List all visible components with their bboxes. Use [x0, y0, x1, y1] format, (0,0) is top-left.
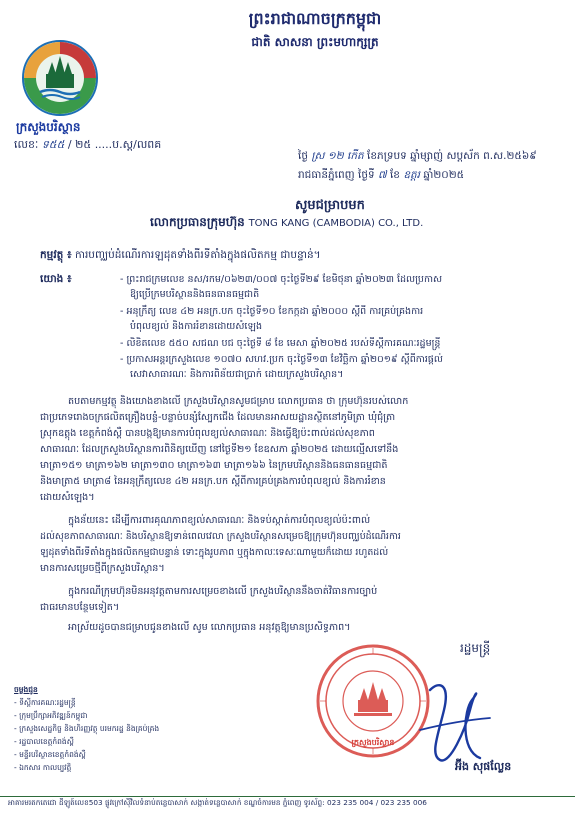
cc-item: - ទីស្ដីការគណៈរដ្ឋមន្ត្រី — [14, 698, 76, 707]
reference-item: ឱ្យប្រើក្រមបរិស្ថាននិងធនធានធម្មជាតិ — [130, 289, 260, 300]
cc-list — [14, 683, 159, 774]
reference-item: សេវាសាធារណៈ និងការពិន័យជាប្រាក់ ដោយក្រសួងបរិស្ថាន។ — [130, 369, 344, 380]
cc-item: - ក្រុមប្រឹក្សាអភិវឌ្ឍន៍កម្ពុជា — [14, 711, 88, 720]
body-line: មាត្រា១៥១ មាត្រា១៦២ មាត្រា១៣០ មាត្រា១៦៣ មាត្រា១៦៦ នៃក្រមបរិស្ថាននិងធនធានធម្មជាតិ — [40, 460, 388, 471]
reference-item: បំពុលខ្យល់ និងការរំខានដោយសំឡេង — [130, 321, 263, 332]
solar-month: ឧត្តរ — [403, 169, 420, 181]
cc-item: - មន្ទីរបរិស្ថានខេត្តកំពង់ស្ពឺ — [14, 750, 86, 759]
reference-item: - ព្រះរាជក្រមលេខ នស/រកម/០៦២៣/០០៧ ចុះថ្ងៃទី២៩ ខែមិថុនា ឆ្នាំ២០២៣ ដែលប្រកាស — [120, 274, 443, 285]
body-paragraph-4: អាស្រ័យដូចបានជម្រាបជូនខាងលើ សូម លោកប្រធាន អនុវត្តឱ្យមានប្រសិទ្ធភាព។ — [68, 622, 351, 633]
reference-item: - លិខិតលេខ ៥៥០ សជណ បជ ចុះថ្ងៃទី ៨ ខែ មេសា ឆ្នាំ២០២៥ របស់ទីស្ដីការគណៈរដ្ឋមន្ត្រី — [120, 338, 441, 349]
body-line: ដល់សុខភាពសាធារណៈ និងបរិស្ថានឱ្យទាន់ពេលវេលា ក្រសួងបរិស្ថានសម្រេចឱ្យក្រុមហ៊ុនបញ្ឈប់ដំណើរការ — [40, 531, 401, 542]
stamp-text: ក្រសួងបរិស្ថាន — [351, 738, 395, 747]
body-line: ក្នុងករណីក្រុមហ៊ុនមិនអនុវត្តតាមការសម្រេចខាងលើ ក្រសួងបរិស្ថាននឹងចាត់វិធានការច្បាប់ — [68, 586, 378, 597]
solar-date — [298, 169, 464, 184]
lunar-date — [298, 150, 537, 165]
body-line: ក្នុងន័យនេះ ដើម្បីការពារគុណភាពខ្យល់សាធារណៈ និងទប់ស្កាត់ការបំពុលខ្យល់ប៉ះពាល់ — [68, 515, 371, 526]
kingdom-title: ព្រះរាជាណាចក្រកម្ពុជា — [248, 9, 382, 28]
cc-item: - រដ្ឋបាលខេត្តកំពង់ស្ពឺ — [14, 737, 74, 746]
subject-label: កម្មវត្ថុ ៖ — [40, 249, 72, 261]
recipient — [150, 214, 423, 232]
footer — [8, 798, 573, 809]
reference-item: - ប្រកាសអន្តរក្រសួងលេខ ១០៧០ សហវ.ប្រក ចុះថ្ងៃទី១៣ ខែវិច្ឆិកា ឆ្នាំ២០១៩ ស្ដីពីការផ្ដល់ — [120, 354, 443, 365]
reference-suffix: / ២៥ .....ប.ស្ត/លពគ — [67, 138, 162, 151]
national-motto: ជាតិ សាសនា ព្រះមហាក្សត្រ — [251, 35, 379, 49]
solar-day: ៧ — [378, 169, 387, 181]
body-line: ឡដុតទាំងពីរទីតាំងក្នុងផលិតកម្មជាបន្ទាន់ ទោះក្នុងរូបភាព ឬក្នុងកាលៈទេសៈណាមួយក៏ដោយ រហូតដល់ — [40, 547, 389, 558]
solar-year: ឆ្នាំ២០២៥ — [423, 169, 465, 181]
ministry-logo — [20, 38, 100, 118]
ministry-name: ក្រសួងបរិស្ថាន — [16, 120, 81, 134]
cc-item: - ក្រសួងសេដ្ឋកិច្ច និងហិរញ្ញវត្ថុ បរមករដ្ឋ និងគ្រប់គ្រង — [14, 724, 160, 733]
signatory-title: រដ្ឋមន្ត្រី — [460, 641, 491, 655]
body-paragraph-2 — [40, 513, 540, 577]
solar-date-prefix: រាជធានីភ្នំពេញ ថ្ងៃទី — [298, 169, 375, 181]
reference-handwritten: ទ៥៥ — [41, 138, 65, 151]
signatory-name: អ៊ីង សុផល្លែន — [455, 760, 512, 773]
handwritten-signature — [410, 670, 500, 770]
reference-label: លេខៈ — [14, 138, 39, 151]
footer-phone: ទូរស័ព្ទ: 023 235 004 / 023 235 006 — [303, 798, 427, 807]
lunar-date-handwritten: ស្រ ១២ កើត — [311, 150, 364, 162]
body-paragraph-1 — [40, 394, 540, 506]
subject-text: ការបញ្ឈប់ដំណើរការឡដុតទាំងពីរទីតាំងក្នុងផលិតកម្ម ជាបន្ទាន់។ — [74, 249, 321, 261]
body-line: តបតាមកម្មវត្ថុ និងយោងខាងលើ ក្រសួងបរិស្ថានសូមជម្រាប លោកប្រធាន ថា ក្រុមហ៊ុនរបស់លោក — [68, 396, 409, 407]
recipient-title: លោកប្រធានក្រុមហ៊ុន — [150, 215, 245, 229]
cc-title: ចម្លងជូន — [14, 685, 38, 694]
cc-item: - ឯកសារ កាលប្បវត្តិ — [14, 763, 72, 772]
reference-number — [14, 138, 161, 154]
footer-address: អាគារមរតកតេជោ ដីឡូត៍លេខ503 ផ្លូវក្រៅស៊ីវិលទំនាប់តន្លេបាសាក់ សង្កាត់ទន្លេបាសាក់ ខណ្ឌចំការមន ភ្នំពេញ — [8, 798, 302, 807]
body-line: ជាធរមានបន្ថែមទៀត។ — [40, 602, 120, 613]
recipient-company: TONG KANG (CAMBODIA) CO., LTD. — [248, 218, 424, 229]
subject-line — [40, 248, 540, 263]
solar-month-prefix: ខែ — [389, 169, 400, 181]
reference-item: - អនុក្រឹត្យ លេខ ៤២ អនក្រ.បក ចុះថ្ងៃទី១០ ខែកក្កដា ឆ្នាំ២០០០ ស្ដីពី ការគ្រប់គ្រងការ — [120, 306, 424, 317]
references-label: យោង ៖ — [40, 273, 72, 285]
body-paragraph-3 — [40, 584, 540, 616]
body-line: មានការសម្រេចថ្មីពីក្រសួងបរិស្ថាន។ — [40, 563, 165, 574]
footer-divider — [0, 796, 575, 797]
salutation: សូមជម្រាបមក — [295, 198, 365, 213]
body-line: ជាប្រភេទរោងចក្រផលិតគ្រឿងបន្លំ-បន្លាច់បន្សំស្បែកជើង ដែលមានអាសយដ្ឋានស្ថិតនៅភូមិត្រា ឃុំជុំត្រា — [40, 412, 396, 423]
body-line: សាធារណៈ ដែលក្រសួងបរិស្ថានការពិនិត្យឃើញ នៅថ្ងៃទី២១ ខែឧសភា ឆ្នាំ២០២៥ ដោយល្មើសទៅនឹង — [40, 444, 399, 455]
body-line: ស្រុកឧត្ដុង ខេត្តកំពង់ស្ពឺ បានបង្កឱ្យមានការបំពុលខ្យល់សាធារណៈ និងធ្វើឱ្យប៉ះពាល់ដល់សុខភាព — [40, 428, 375, 439]
body-line: និងមាត្រា៥ មាត្រា៨ នៃអនុក្រឹត្យលេខ ៤២ អនក្រ.បក ស្ដីពីការគ្រប់គ្រងការបំពុលខ្យល់ និងការរំខាន — [40, 476, 386, 487]
lunar-date-prefix: ថ្ងៃ — [298, 150, 308, 162]
body-line: ដោយសំឡេង។ — [40, 492, 95, 503]
lunar-date-rest: ខែភទ្របទ ឆ្នាំម្សាញ់ សប្ដស័ក ព.ស.២៥៦៩ — [367, 150, 537, 162]
